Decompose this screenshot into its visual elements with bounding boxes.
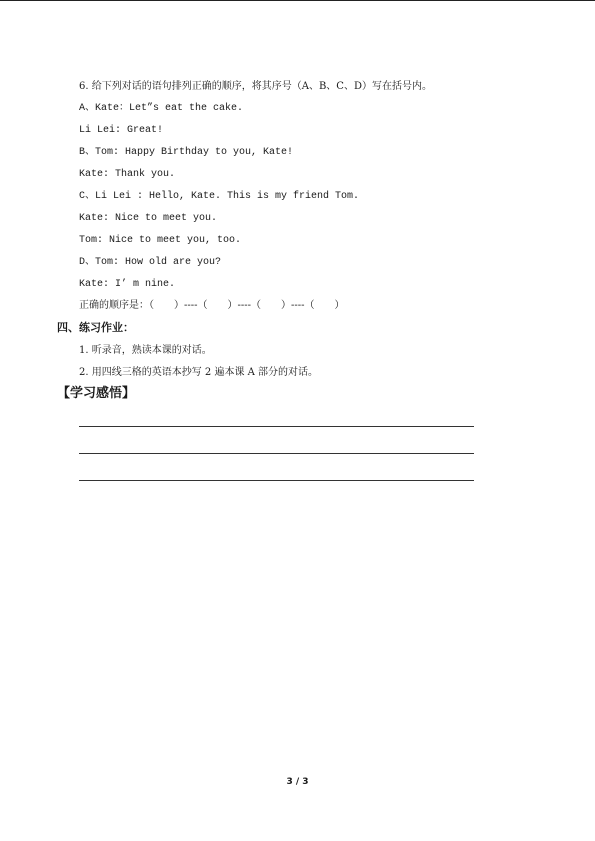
writing-line [79, 453, 474, 454]
homework-item: 1. 听录音，熟读本课的对话。 [79, 345, 212, 356]
dialogue-line: Kate: Nice to meet you. [79, 213, 218, 224]
page-number: 3 / 3 [286, 777, 309, 787]
writing-line [79, 480, 474, 481]
dialogue-line: Kate: I’ m nine. [79, 279, 176, 290]
dialogue-line: Kate: Thank you. [79, 169, 176, 180]
dialogue-line: A、Kate：Let”s eat the cake. [79, 103, 244, 114]
dialogue-line: B、Tom: Happy Birthday to you, Kate! [79, 147, 294, 158]
top-rule [0, 0, 595, 1]
dialogue-line: D、Tom: How old are you? [79, 257, 222, 268]
dialogue-line: Tom: Nice to meet you, too. [79, 235, 242, 246]
homework-item: 2. 用四线三格的英语本抄写 2 遍本课 A 部分的对话。 [79, 367, 319, 378]
answer-order-line: 正确的顺序是：（ ）----（ ）----（ ）----（ ） [79, 300, 345, 311]
reflection-heading: 【学习感悟】 [57, 386, 136, 401]
dialogue-line: C、Li Lei : Hello, Kate. This is my friend Tom. [79, 191, 360, 202]
dialogue-line: Li Lei: Great! [79, 125, 164, 136]
section-heading: 四、练习作业： [57, 321, 134, 334]
question-prompt: 6. 给下列对话的语句排列正确的顺序，将其序号（A、B、C、D）写在括号内。 [79, 81, 432, 92]
writing-line [79, 426, 474, 427]
